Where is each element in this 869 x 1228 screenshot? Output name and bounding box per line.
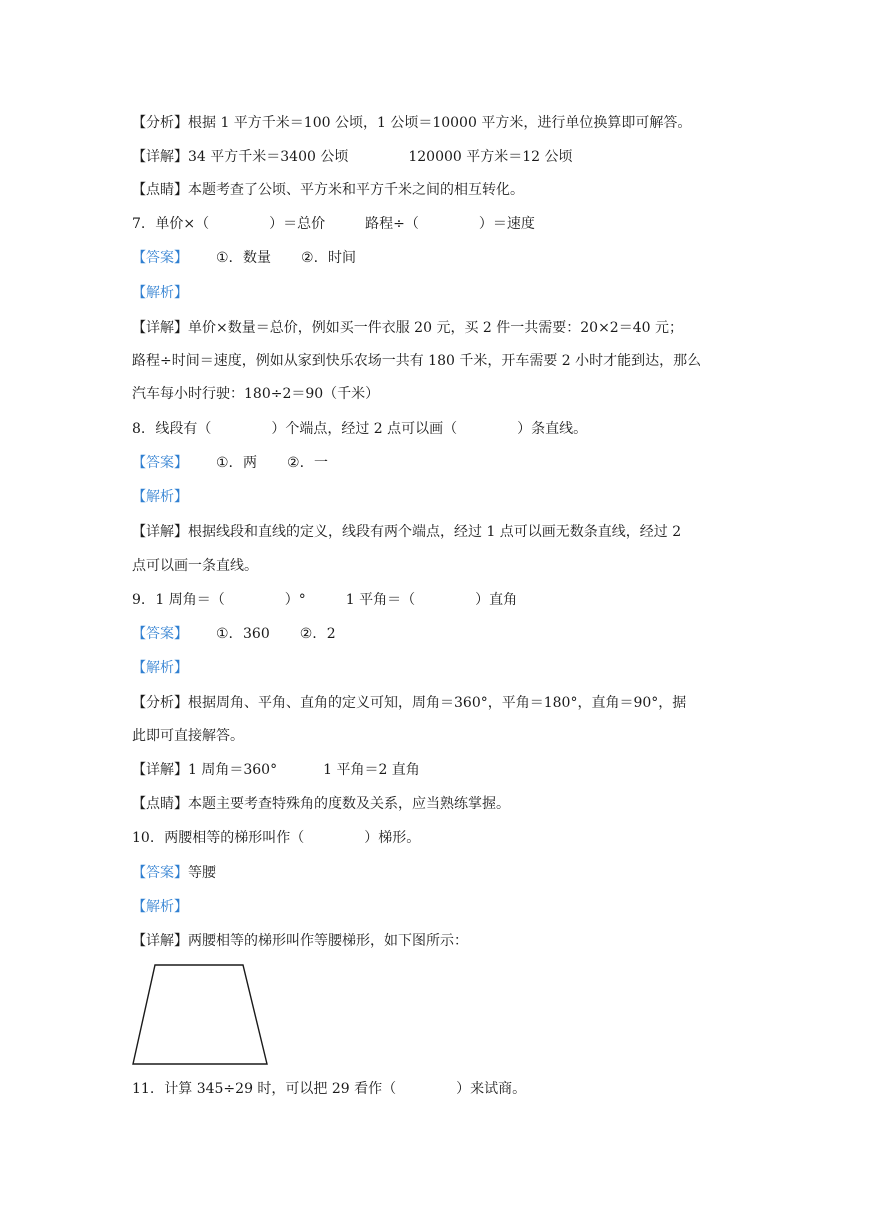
analysis-line-6 [132, 113, 691, 133]
option-1-value: 数量 [243, 250, 272, 266]
comment-tag: 【点睛】 [132, 182, 188, 198]
question-number: 9. [132, 592, 146, 608]
detail-text-a: 34 平方千米＝3400 公顷 [188, 149, 349, 165]
question-9-part-b: ）° [284, 592, 306, 608]
answer-tag: 【答案】 [132, 626, 188, 642]
question-number: 11. [132, 1081, 155, 1097]
detail-text: 路程÷时间＝速度，例如从家到快乐农场一共有 180 千米，开车需要 2 小时才能到达，那么 [132, 353, 702, 369]
detail-7-line-1 [132, 318, 683, 338]
explanation-tag: 【解析】 [132, 660, 188, 676]
detail-tag: 【详解】 [132, 762, 188, 778]
question-11-part-a: 计算 345÷29 时，可以把 29 看作（ [164, 1081, 397, 1097]
explanation-10 [132, 897, 188, 917]
question-7-part-c: 路程÷（ [365, 216, 419, 232]
analysis-tag: 【分析】 [132, 695, 188, 711]
option-1-label: ①. [216, 455, 234, 471]
question-7-part-b: ）＝总价 [269, 216, 326, 232]
question-8-part-c: ）条直线。 [517, 421, 588, 437]
analysis-text: 根据周角、平角、直角的定义可知，周角＝360°，平角＝180°，直角＝90°，据 [188, 695, 687, 711]
answer-9 [132, 624, 336, 644]
detail-8-line-1 [132, 522, 681, 542]
question-7 [132, 214, 535, 234]
answer-tag: 【答案】 [132, 455, 188, 471]
option-1-value: 两 [243, 455, 258, 471]
detail-tag: 【详解】 [132, 933, 188, 949]
explanation-tag: 【解析】 [132, 489, 188, 505]
detail-tag: 【详解】 [132, 320, 188, 336]
detail-text-a: 1 周角＝360° [188, 762, 278, 778]
question-number: 8. [132, 421, 146, 437]
trapezoid-shape [133, 965, 267, 1064]
answer-tag: 【答案】 [132, 865, 188, 881]
option-2-value: 2 [326, 626, 336, 642]
answer-value: 等腰 [188, 865, 216, 881]
detail-8-line-2 [132, 556, 258, 576]
comment-9 [132, 794, 510, 814]
detail-text: 两腰相等的梯形叫作等腰梯形，如下图所示： [188, 933, 468, 949]
detail-tag: 【详解】 [132, 149, 188, 165]
analysis-9-line-1 [132, 693, 686, 713]
option-1-label: ①. [216, 626, 234, 642]
question-10 [132, 828, 420, 848]
question-11 [132, 1079, 526, 1099]
comment-line-6 [132, 180, 524, 200]
detail-10 [132, 931, 468, 951]
comment-tag: 【点睛】 [132, 796, 188, 812]
question-9-part-c: 1 平角＝（ [345, 592, 416, 608]
question-8-part-a: 线段有（ [155, 421, 212, 437]
detail-line-6 [132, 147, 573, 167]
option-2-value: 一 [314, 455, 329, 471]
explanation-8 [132, 487, 188, 507]
detail-text: 汽车每小时行驶：180÷2＝90（千米） [132, 386, 380, 402]
isosceles-trapezoid-figure [130, 962, 272, 1068]
question-8-part-b: ）个端点，经过 2 点可以画（ [271, 421, 458, 437]
detail-text: 点可以画一条直线。 [132, 558, 258, 574]
question-9-part-a: 1 周角＝（ [155, 592, 225, 608]
detail-text-b: 120000 平方米＝12 公顷 [408, 149, 573, 165]
question-10-part-a: 两腰相等的梯形叫作（ [164, 830, 305, 846]
question-9 [132, 590, 517, 610]
question-7-part-a: 单价×（ [155, 216, 210, 232]
answer-7 [132, 248, 356, 268]
question-10-part-b: ）梯形。 [364, 830, 421, 846]
comment-text: 本题主要考查特殊角的度数及关系，应当熟练掌握。 [188, 796, 510, 812]
option-1-value: 360 [243, 626, 270, 642]
question-8 [132, 419, 587, 439]
explanation-tag: 【解析】 [132, 899, 188, 915]
option-1-label: ①. [216, 250, 234, 266]
question-number: 7. [132, 216, 146, 232]
detail-9 [132, 760, 420, 780]
detail-7-line-2 [132, 351, 701, 371]
option-2-label: ②. [299, 626, 317, 642]
explanation-7 [132, 283, 188, 303]
option-2-value: 时间 [328, 250, 357, 266]
analysis-text: 根据 1 平方千米＝100 公顷，1 公顷＝10000 平方米，进行单位换算即可解答。 [188, 115, 692, 131]
detail-tag: 【详解】 [132, 524, 188, 540]
detail-text: 根据线段和直线的定义，线段有两个端点，经过 1 点可以画无数条直线，经过 2 [188, 524, 682, 540]
detail-7-line-3 [132, 384, 379, 404]
option-2-label: ②. [287, 455, 305, 471]
answer-tag: 【答案】 [132, 250, 188, 266]
analysis-text: 此即可直接解答。 [132, 728, 244, 744]
explanation-9 [132, 658, 188, 678]
comment-text: 本题考查了公顷、平方米和平方千米之间的相互转化。 [188, 182, 524, 198]
analysis-9-line-2 [132, 726, 244, 746]
explanation-tag: 【解析】 [132, 285, 188, 301]
question-7-part-d: ）＝速度 [478, 216, 535, 232]
answer-10 [132, 863, 216, 883]
detail-text: 单价×数量＝总价，例如买一件衣服 20 元，买 2 件一共需要：20×2＝40 元； [188, 320, 683, 336]
question-number: 10. [132, 830, 155, 846]
answer-8 [132, 453, 328, 473]
analysis-tag: 【分析】 [132, 115, 188, 131]
question-11-part-b: ）来试商。 [456, 1081, 527, 1097]
question-9-part-d: ）直角 [475, 592, 518, 608]
option-2-label: ②. [301, 250, 319, 266]
detail-text-b: 1 平角＝2 直角 [323, 762, 420, 778]
